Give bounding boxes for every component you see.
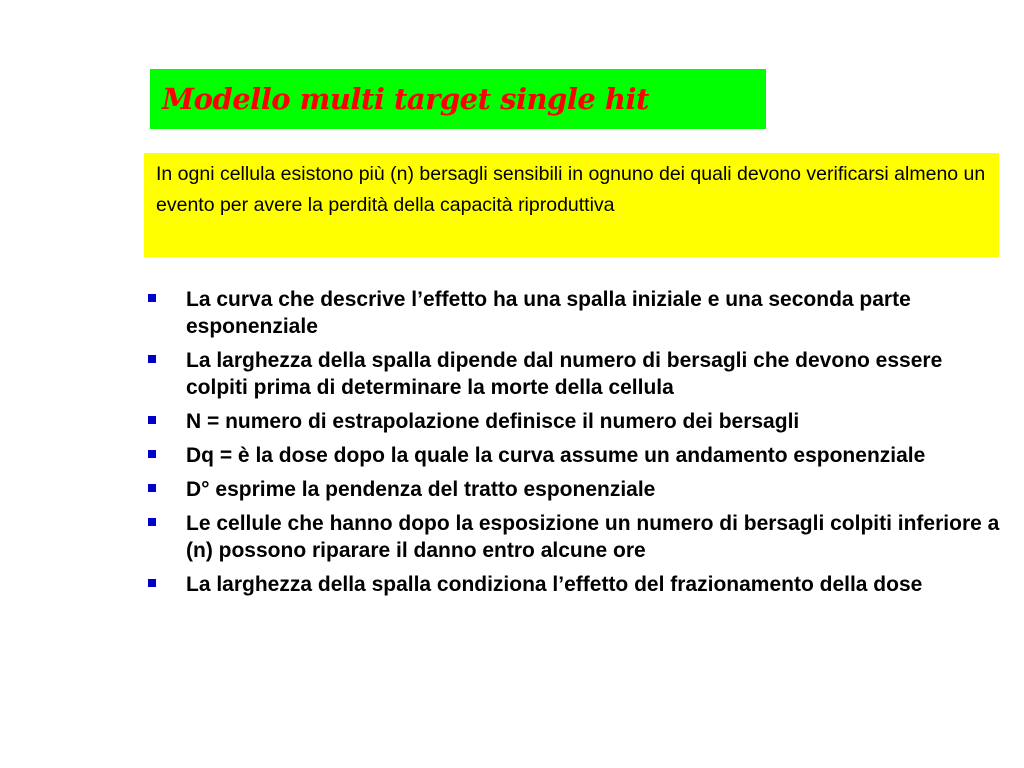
title-box <box>150 69 766 129</box>
bullet-text: La larghezza della spalla dipende dal numero di bersagli che devono essere colpiti prima di determinare la morte della cellula <box>186 349 943 399</box>
definition-text: In ogni cellula esistono più (n) bersagli sensibili in ognuno dei quali devono verificarsi almeno un evento per avere la perdità della capacità riproduttiva <box>156 163 986 216</box>
bullet-text: La curva che descrive l’effetto ha una spalla iniziale e una seconda parte esponenziale <box>186 288 911 338</box>
bullet-item <box>148 442 1008 469</box>
bullet-text: La larghezza della spalla condiziona l’effetto del frazionamento della dose <box>186 573 923 596</box>
bullet-text: N = numero di estrapolazione definisce il numero dei bersagli <box>186 410 800 433</box>
bullet-item <box>148 571 1008 598</box>
bullet-item <box>148 476 1008 503</box>
square-bullet-icon <box>148 579 156 587</box>
square-bullet-icon <box>148 294 156 302</box>
bullet-list <box>148 286 1008 605</box>
slide-title: Modello multi target single hit <box>162 82 649 116</box>
bullet-item <box>148 510 1008 564</box>
square-bullet-icon <box>148 484 156 492</box>
square-bullet-icon <box>148 450 156 458</box>
square-bullet-icon <box>148 416 156 424</box>
bullet-text: D° esprime la pendenza del tratto esponenziale <box>186 478 656 501</box>
bullet-item <box>148 408 1008 435</box>
definition-box <box>144 153 999 257</box>
square-bullet-icon <box>148 355 156 363</box>
bullet-item <box>148 347 1008 401</box>
bullet-text: Le cellule che hanno dopo la esposizione un numero di bersagli colpiti inferiore a (n) possono riparare il danno entro alcune ore <box>186 512 1000 562</box>
bullet-item <box>148 286 1008 340</box>
bullet-text: Dq = è la dose dopo la quale la curva assume un andamento esponenziale <box>186 444 926 467</box>
square-bullet-icon <box>148 518 156 526</box>
